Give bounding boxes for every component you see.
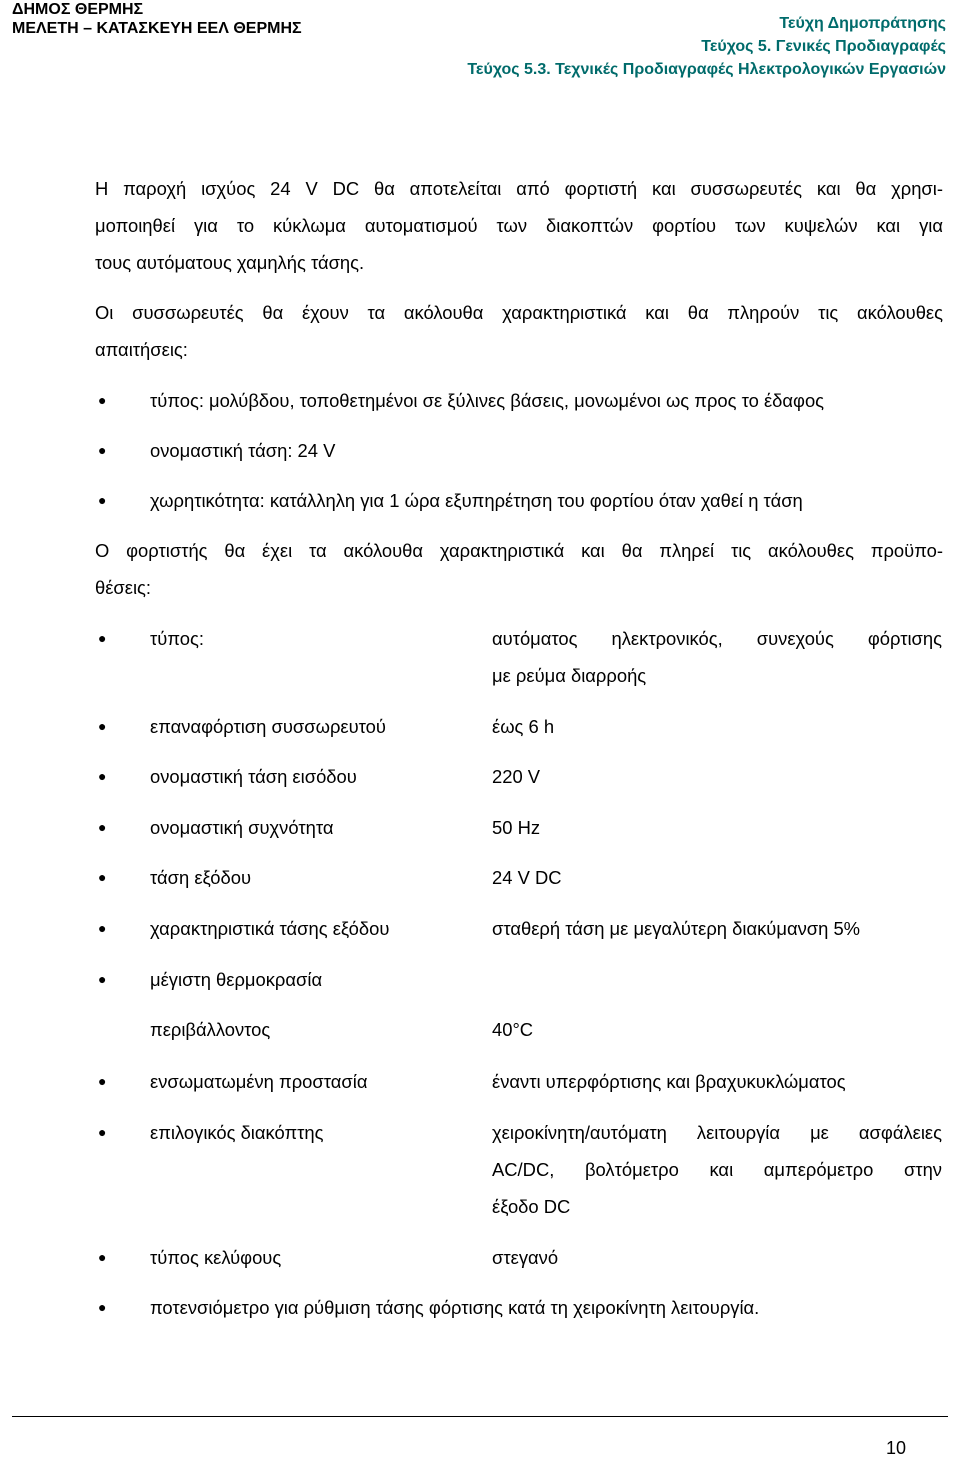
bullet-icon: ● (98, 869, 107, 885)
paragraph-power-supply: Η παροχή ισχύος 24 V DC θα αποτελείται από φορτιστή και συσσωρευτές και θα χρησι- μοποιηθεί για το κύκλωμα αυτοματισμού των διακοπτών φορτίου των κυψελών και για τους αυτόματους χαμηλής τάσης. (95, 178, 943, 273)
bullet-icon: ● (98, 492, 107, 508)
bullet-icon: ● (98, 1299, 107, 1315)
header-volume: Τεύχος 5. Γενικές Προδιαγραφές (701, 38, 946, 55)
paragraph-batteries: Οι συσσωρευτές θα έχουν τα ακόλουθα χαρακτηριστικά και θα πληρούν τις ακόλουθες απαιτήσεις: (95, 302, 943, 360)
bullet-icon: ● (98, 920, 107, 936)
bullet-icon: ● (98, 1073, 107, 1089)
header-project: ΜΕΛΕΤΗ – ΚΑΤΑΣΚΕΥΗ ΕΕΛ ΘΕΡΜΗΣ (12, 20, 302, 37)
bullet-icon: ● (98, 971, 107, 987)
page-header-left (12, 0, 302, 38)
page-header-right (467, 12, 946, 81)
header-subvolume: Τεύχος 5.3. Τεχνικές Προδιαγραφές Ηλεκτρολογικών Εργασιών (467, 61, 946, 78)
header-tender-docs: Τεύχη Δημοπράτησης (779, 15, 946, 32)
paragraph-charger: Ο φορτιστής θα έχει τα ακόλουθα χαρακτηριστικά και θα πληρεί τις ακόλουθες προϋπο- θέσεις: (95, 540, 943, 598)
header-municipality: ΔΗΜΟΣ ΘΕΡΜΗΣ (12, 1, 144, 18)
bullet-icon: ● (98, 768, 107, 784)
bullet-icon: ● (98, 819, 107, 835)
bullet-icon: ● (98, 630, 107, 646)
bullet-icon: ● (98, 442, 107, 458)
page-number: 10 (885, 1438, 906, 1458)
bullet-icon: ● (98, 1124, 107, 1140)
bullet-icon: ● (98, 718, 107, 734)
bullet-icon: ● (98, 392, 107, 408)
bullet-icon: ● (98, 1249, 107, 1265)
footer-divider (12, 1416, 948, 1417)
